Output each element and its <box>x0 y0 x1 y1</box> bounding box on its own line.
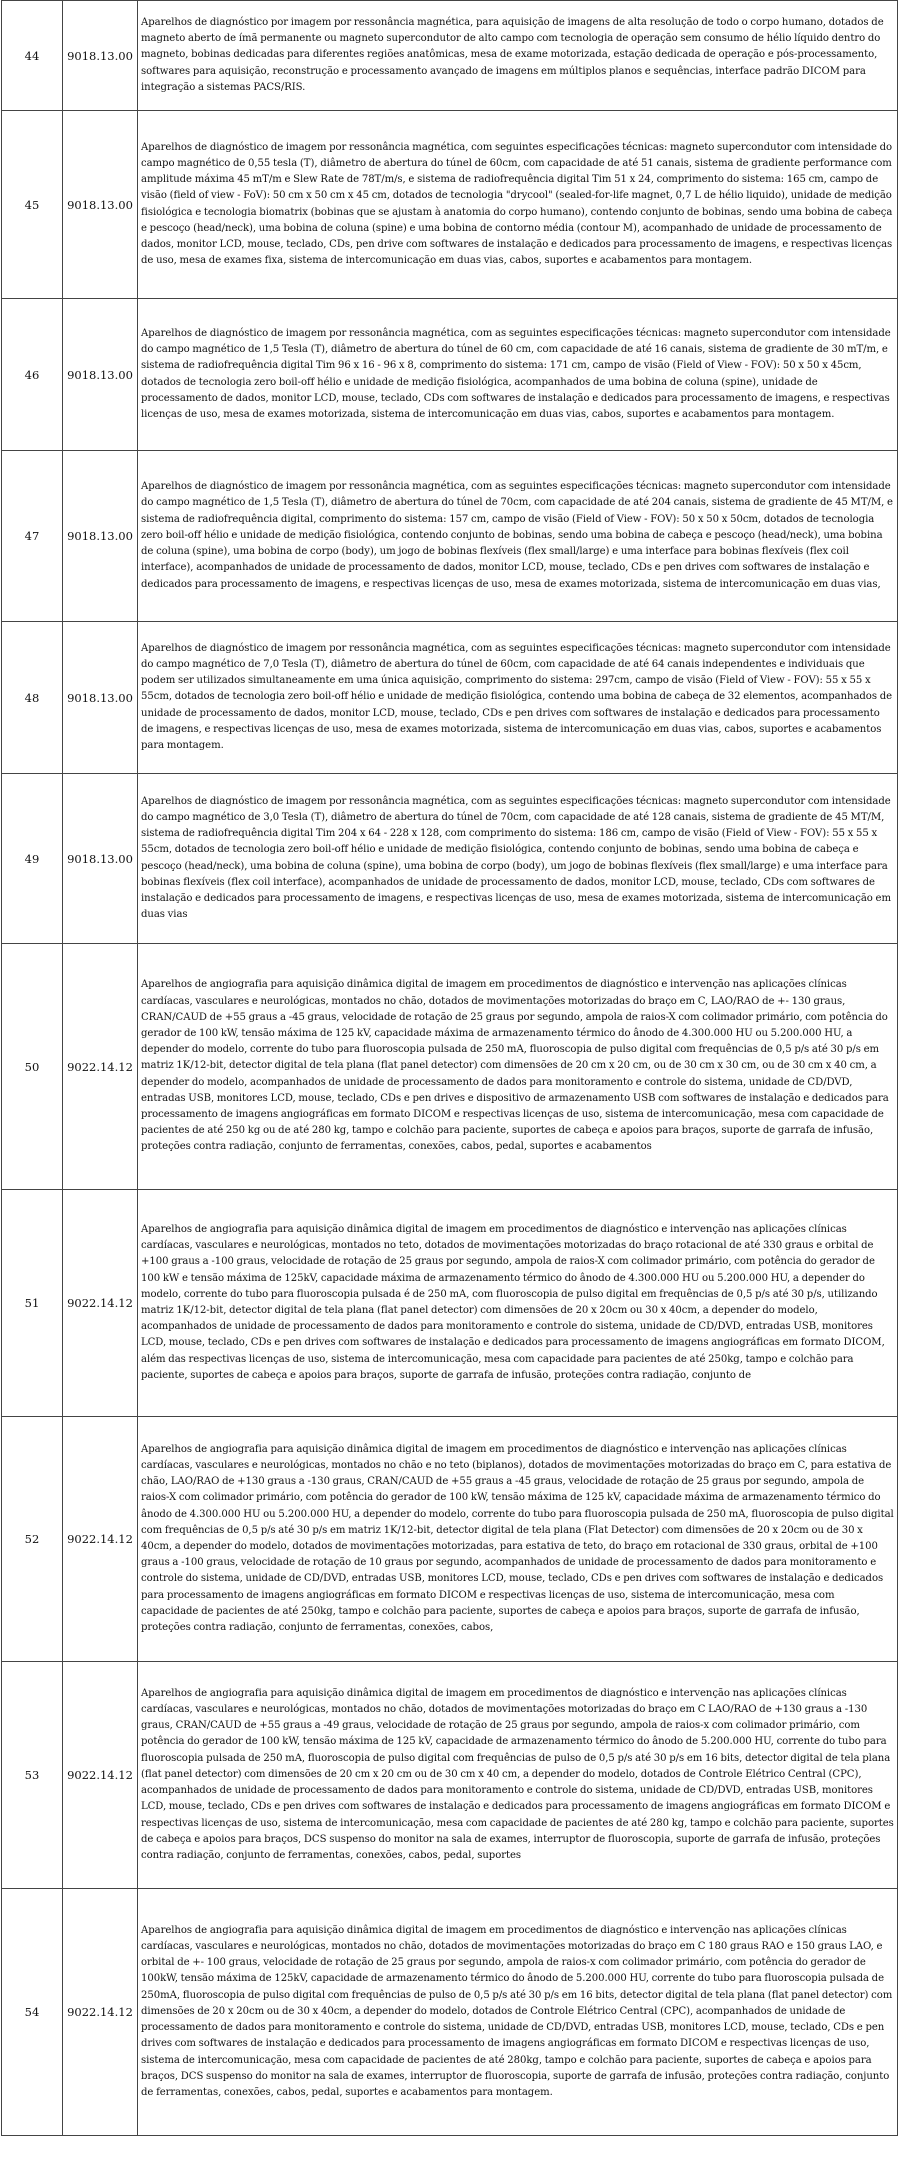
table-row <box>2 1417 898 1662</box>
ncm-code: 9018.13.00 <box>63 1 138 111</box>
table-row <box>2 944 898 1190</box>
item-number: 49 <box>2 774 63 944</box>
table-row <box>2 1662 898 1889</box>
table-row <box>2 111 898 299</box>
ncm-code: 9022.14.12 <box>63 944 138 1190</box>
ncm-code: 9022.14.12 <box>63 1889 138 2136</box>
ncm-code: 9018.13.00 <box>63 774 138 944</box>
table-row <box>2 1190 898 1417</box>
item-description: Aparelhos de diagnóstico de imagem por ressonância magnética, com as seguintes especificações técnicas: magneto supercondutor com intensidade do campo magnético de 3,0 Tesla (T), diâmetro de abertura do túnel de 70cm, com capacidade de até 128 canais, sistema de gradiente de 45 MT/M, sistema de radiofrequência digital Tim 204 x 64 - 228 x 128, com comprimento do sistema: 186 cm, campo de visão (Field of View - FOV): 55 x 55 x 55cm, dotados de tecnologia zero boil-off hélio e unidade de medição fisiológica, contendo conjunto de bobinas, sendo uma bobina de cabeça e pescoço (head/neck), uma bobina de coluna (spine), uma bobina de corpo (body), um jogo de bobinas flexíveis (flex small/large) e uma interface para bobinas flexíveis (flex coil interface), acompanhados de unidade de processamento de dados, monitor LCD, mouse, teclado, CDs com softwares de instalação e dedicados para processamento de imagens, e respectivas licenças de uso, mesa de exames motorizada, sistema de intercomunicação em duas vias <box>138 774 898 944</box>
table-row <box>2 774 898 944</box>
ex-tarifario-table <box>1 0 898 2136</box>
item-number: 50 <box>2 944 63 1190</box>
item-number: 52 <box>2 1417 63 1662</box>
table-row <box>2 451 898 622</box>
item-number: 54 <box>2 1889 63 2136</box>
item-number: 45 <box>2 111 63 299</box>
item-description: Aparelhos de diagnóstico de imagem por ressonância magnética, com as seguintes especificações técnicas: magneto supercondutor com intensidade do campo magnético de 1,5 Tesla (T), diâmetro de abertura do túnel de 60 cm, com capacidade de até 16 canais, sistema de gradiente de 30 mT/m, e sistema de radiofrequência digital Tim 96 x 16 - 96 x 8, comprimento do sistema: 171 cm, campo de visão (Field of View - FOV): 50 x 50 x 45cm, dotados de tecnologia zero boil-off hélio e unidade de medição fisiológica, acompanhados de uma bobina de coluna (spine), unidade de processamento de dados, monitor LCD, mouse, teclado, CDs com softwares de instalação e dedicados para processamento de imagens, e respectivas licenças de uso, mesa de exames motorizada, sistema de intercomunicação em duas vias, cabos, suportes e acabamentos para montagem. <box>138 299 898 451</box>
table-row <box>2 1889 898 2136</box>
ncm-code: 9018.13.00 <box>63 299 138 451</box>
item-description: Aparelhos de diagnóstico de imagem por ressonância magnética, com as seguintes especificações técnicas: magneto supercondutor com intensidade do campo magnético de 7,0 Tesla (T), diâmetro de abertura do túnel de 60cm, com capacidade de até 64 canais independentes e individuais que podem ser utilizados simultaneamente em uma única aquisição, comprimento do sistema: 297cm, campo de visão (Field of View - FOV): 55 x 55 x 55cm, dotados de tecnologia zero boil-off hélio e unidade de medição fisiológica, contendo uma bobina de cabeça de 32 elementos, acompanhados de unidade de processamento de dados, monitor LCD, mouse, teclado, CDs e pen drives com softwares de instalação e dedicados para processamento de imagens, e respectivas licenças de uso, mesa de exames motorizada, sistema de intercomunicação em duas vias, cabos, suportes e acabamentos para montagem. <box>138 622 898 774</box>
table-row <box>2 1 898 111</box>
table-row <box>2 622 898 774</box>
item-number: 46 <box>2 299 63 451</box>
ncm-code: 9018.13.00 <box>63 451 138 622</box>
item-number: 48 <box>2 622 63 774</box>
item-number: 53 <box>2 1662 63 1889</box>
item-number: 51 <box>2 1190 63 1417</box>
item-description: Aparelhos de angiografia para aquisição dinâmica digital de imagem em procedimentos de diagnóstico e intervenção nas aplicações clínicas cardíacas, vasculares e neurológicas, montados no chão, dotados de movimentações motorizadas do braço em C LAO/RAO de +130 graus a -130 graus, CRAN/CAUD de +55 graus a -49 graus, velocidade de rotação de 25 graus por segundo, ampola de raios-x com colimador primário, com potência do gerador de 100 kW, tensão máxima de 125 kV, capacidade de armazenamento térmico do ânodo de 5.200.000 HU, corrente do tubo para fluoroscopia pulsada de 250 mA, fluoroscopia de pulso digital com frequências de pulso de 0,5 p/s até 30 p/s em 16 bits, detector digital de tela plana (flat panel detector) com dimensões de 20 cm x 20 cm ou de 30 cm x 40 cm, a depender do modelo, dotados de Controle Elétrico Central (CPC), acompanhados de unidade de processamento de dados para monitoramento e controle do sistema, unidade de CD/DVD, entradas USB, monitores LCD, mouse, teclado, CDs e pen drives com softwares de instalação e dedicados para processamento de imagens angiográficas em formato DICOM e respectivas licenças de uso, sistema de intercomunicação, mesa com capacidade de pacientes de até 280 kg, tampo e colchão para paciente, suportes de cabeça e apoios para braços, DCS suspenso do monitor na sala de exames, interruptor de fluoroscopia, suporte de garrafa de infusão, proteções contra radiação, conjunto de ferramentas, conexões, cabos, pedal, suportes <box>138 1662 898 1889</box>
item-description: Aparelhos de diagnóstico de imagem por ressonância magnética, com as seguintes especificações técnicas: magneto supercondutor com intensidade do campo magnético de 1,5 Tesla (T), diâmetro de abertura do túnel de 70cm, com capacidade de até 204 canais, sistema de gradiente de 45 MT/M, e sistema de radiofrequência digital, comprimento do sistema: 157 cm, campo de visão (Field of View - FOV): 50 x 50 x 50cm, dotados de tecnologia zero boil-off hélio e unidade de medição fisiológica, contendo conjunto de bobinas, sendo uma bobina de cabeça e pescoço (head/neck), uma bobina de coluna (spine), uma bobina de corpo (body), um jogo de bobinas flexíveis (flex small/large) e uma interface para bobinas flexíveis (flex coil interface), acompanhados de unidade de processamento de dados, monitor LCD, mouse, teclado, CDs e pen drives com softwares de instalação e dedicados para processamento de imagens, e respectivas licenças de uso, mesa de exames motorizada, sistema de intercomunicação em duas vias, <box>138 451 898 622</box>
item-description: Aparelhos de angiografia para aquisição dinâmica digital de imagem em procedimentos de diagnóstico e intervenção nas aplicações clínicas cardíacas, vasculares e neurológicas, montados no chão, dotados de movimentações motorizadas do braço em C 180 graus RAO e 150 graus LAO, e orbital de +- 100 graus, velocidade de rotação de 25 graus por segundo, ampola de raios-x com colimador primário, com potência do gerador de 100kW, tensão máxima de 125kV, capacidade de armazenamento térmico do ânodo de 5.200.000 HU, corrente do tubo para fluoroscopia pulsada de 250mA, fluoroscopia de pulso digital com frequências de pulso de 0,5 p/s até 30 p/s em 16 bits, detector digital de tela plana (flat panel detector) com dimensões de 20 x 20cm ou de 30 x 40cm, a depender do modelo, dotados de Controle Elétrico Central (CPC), acompanhados de unidade de processamento de dados para monitoramento e controle do sistema, unidade de CD/DVD, entradas USB, monitores LCD, mouse, teclado, CDs e pen drives com softwares de instalação e dedicados para processamento de imagens angiográficas em formato DICOM e respectivas licenças de uso, sistema de intercomunicação, mesa com capacidade de pacientes de até 280kg, tampo e colchão para paciente, suportes de cabeça e apoios para braços, DCS suspenso do monitor na sala de exames, interruptor de fluoroscopia, suporte de garrafa de infusão, proteções contra radiação, conjunto de ferramentas, conexões, cabos, pedal, suportes e acabamentos para montagem. <box>138 1889 898 2136</box>
item-number: 44 <box>2 1 63 111</box>
item-description: Aparelhos de angiografia para aquisição dinâmica digital de imagem em procedimentos de diagnóstico e intervenção nas aplicações clínicas cardíacas, vasculares e neurológicas, montados no chão, dotados de movimentações motorizadas do braço em C, LAO/RAO de +- 130 graus, CRAN/CAUD de +55 graus a -45 graus, velocidade de rotação de 25 graus por segundo, ampola de raios-X com colimador primário, com potência do gerador de 100 kW, tensão máxima de 125 kV, capacidade máxima de armazenamento térmico do ânodo de 4.300.000 HU ou 5.200.000 HU, a depender do modelo, corrente do tubo para fluoroscopia pulsada de 250 mA, fluoroscopia de pulso digital com frequências de 0,5 p/s até 30 p/s em matriz 1K/12-bit, detector digital de tela plana (flat panel detector) com dimensões de 20 cm x 20 cm, ou de 30 cm x 30 cm, ou de 30 cm x 40 cm, a depender do modelo, acompanhados de unidade de processamento de dados para monitoramento e controle do sistema, unidade de CD/DVD, entradas USB, monitores LCD, mouse, teclado, CDs e pen drives e dispositivo de armazenamento USB com softwares de instalação e dedicados para processamento de imagens angiográficas em formato DICOM e respectivas licenças de uso, sistema de intercomunicação, mesa com capacidade de pacientes de até 250 kg ou de até 280 kg, tampo e colchão para paciente, suportes de cabeça e apoios para braços, suporte de garrafa de infusão, proteções contra radiação, conjunto de ferramentas, conexões, cabos, pedal, suportes e acabamentos <box>138 944 898 1190</box>
table-row <box>2 299 898 451</box>
ncm-code: 9022.14.12 <box>63 1190 138 1417</box>
ncm-code: 9022.14.12 <box>63 1662 138 1889</box>
item-description: Aparelhos de angiografia para aquisição dinâmica digital de imagem em procedimentos de diagnóstico e intervenção nas aplicações clínicas cardíacas, vasculares e neurológicas, montados no teto, dotados de movimentações motorizadas do braço rotacional de até 330 graus e orbital de +100 graus a -100 graus, velocidade de rotação de 25 graus por segundo, ampola de raios-X com colimador primário, com potência do gerador de 100 kW e tensão máxima de 125kV, capacidade máxima de armazenamento térmico do ânodo de 4.300.000 HU ou 5.200.000 HU, a depender do modelo, corrente do tubo para fluoroscopia pulsada é de 250 mA, com fluoroscopia de pulso digital em frequências de 0,5 p/s até 30 p/s, utilizando matriz 1K/12-bit, detector digital de tela plana (flat panel detector) com dimensões de 20 x 20cm ou 30 x 40cm, a depender do modelo, acompanhados de unidade de processamento de dados para monitoramento e controle do sistema, unidade de CD/DVD, entradas USB, monitores LCD, mouse, teclado, CDs e pen drives com softwares de instalação e dedicados para processamento de imagens angiográficas em formato DICOM, além das respectivas licenças de uso, sistema de intercomunicação, mesa com capacidade para pacientes de até 250kg, tampo e colchão para paciente, suportes de cabeça e apoios para braços, suporte de garrafa de infusão, proteções contra radiação, conjunto de <box>138 1190 898 1417</box>
item-description: Aparelhos de diagnóstico por imagem por ressonância magnética, para aquisição de imagens de alta resolução de todo o corpo humano, dotados de magneto aberto de ímã permanente ou magneto supercondutor de alto campo com tecnologia de operação sem consumo de hélio líquido dentro do magneto, bobinas dedicadas para diferentes regiões anatômicas, mesa de exame motorizada, estação dedicada de operação e pós-processamento, softwares para aquisição, reconstrução e processamento avançado de imagens em múltiplos planos e sequências, interface padrão DICOM para integração a sistemas PACS/RIS. <box>138 1 898 111</box>
ncm-code: 9022.14.12 <box>63 1417 138 1662</box>
item-description: Aparelhos de angiografia para aquisição dinâmica digital de imagem em procedimentos de diagnóstico e intervenção nas aplicações clínicas cardíacas, vasculares e neurológicas, montados no chão e no teto (biplanos), dotados de movimentações motorizadas do braço em C, para estativa de chão, LAO/RAO de +130 graus a -130 graus, CRAN/CAUD de +55 graus a -45 graus, velocidade de rotação de 25 graus por segundo, ampola de raios-X com colimador primário, com potência do gerador de 100 kW, tensão máxima de 125 kV, capacidade máxima de armazenamento térmico do ânodo de 4.300.000 HU ou 5.200.000 HU, a depender do modelo, corrente do tubo para fluoroscopia pulsada de 250 mA, fluoroscopia de pulso digital com frequências de 0,5 p/s até 30 p/s em matriz 1K/12-bit, detector digital de tela plana (Flat Detector) com dimensões de 20 x 20cm ou de 30 x 40cm, a depender do modelo, dotados de movimentações motorizadas, para estativa de teto, do braço em rotacional de 330 graus, orbital de +100 graus a -100 graus, velocidade de rotação de 10 graus por segundo, acompanhados de unidade de processamento de dados para monitoramento e controle do sistema, unidade de CD/DVD, entradas USB, monitores LCD, mouse, teclado, CDs e pen drives com softwares de instalação e dedicados para processamento de imagens angiográficas em formato DICOM e respectivas licenças de uso, sistema de intercomunicação, mesa com capacidade de pacientes de até 250kg, tampo e colchão para paciente, suportes de cabeça e apoios para braços, suporte de garrafa de infusão, proteções contra radiação, conjunto de ferramentas, conexões, cabos, <box>138 1417 898 1662</box>
ncm-code: 9018.13.00 <box>63 111 138 299</box>
item-number: 47 <box>2 451 63 622</box>
ncm-code: 9018.13.00 <box>63 622 138 774</box>
item-description: Aparelhos de diagnóstico de imagem por ressonância magnética, com seguintes especificações técnicas: magneto supercondutor com intensidade do campo magnético de 0,55 tesla (T), diâmetro de abertura do túnel de 60cm, com capacidade de até 51 canais, sistema de gradiente performance com amplitude máxima 45 mT/m e Slew Rate de 78T/m/s, e sistema de radiofrequência digital Tim 51 x 24, comprimento do sistema: 165 cm, campo de visão (field of view - FoV): 50 cm x 50 cm x 45 cm, dotados de tecnologia "drycool" (sealed-for-life magnet, 0,7 L de hélio liquido), unidade de medição fisiológica e tecnologia biomatrix (bobinas que se ajustam à anatomia do corpo humano), contendo conjunto de bobinas, sendo uma bobina de cabeça e pescoço (head/neck), uma bobina de coluna (spine) e uma bobina de contorno média (contour M), acompanhado de unidade de processamento de dados, monitor LCD, mouse, teclado, CDs, pen drive com softwares de instalação e dedicados para processamento de imagens, e respectivas licenças de uso, mesa de exames fixa, sistema de intercomunicação em duas vias, cabos, suportes e acabamentos para montagem. <box>138 111 898 299</box>
